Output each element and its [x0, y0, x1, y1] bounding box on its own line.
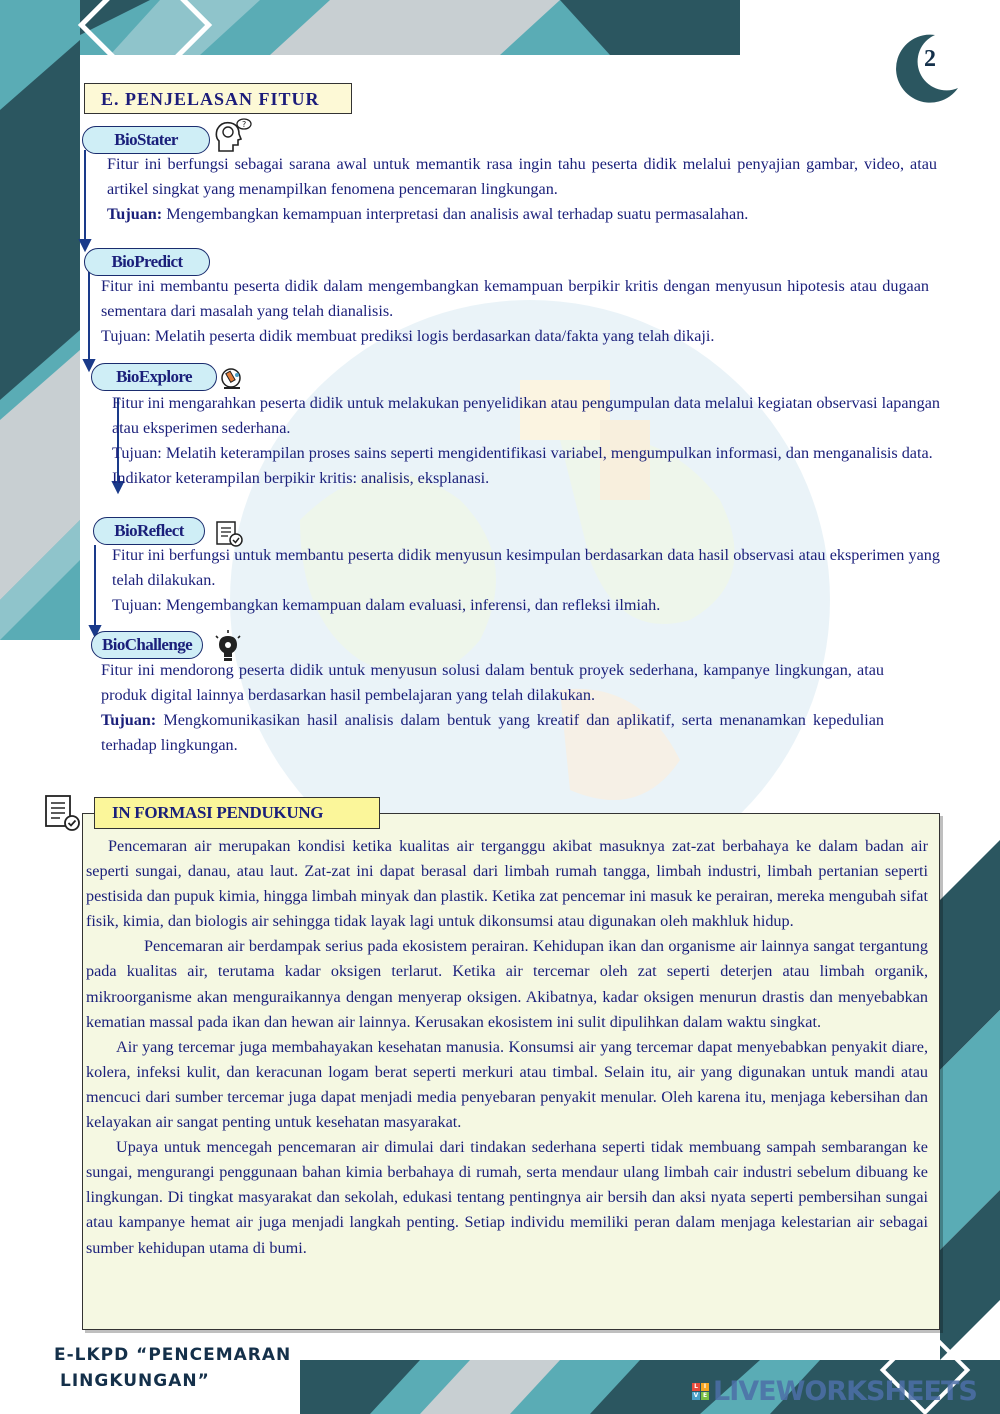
- info-paragraph-1: Pencemaran air merupakan kondisi ketika kualitas air terganggu akibat masuknya zat-zat berbahaya ke dalam badan air seperti sungai, danau, atau laut. Zat-zat ini dapat berasal dari limbah rumah tangga, limbah industri, limbah pertanian seperti pestisida dan pupuk kimia, hingga limbah minyak dan plastik. Ketika zat pencemar ini masuk ke perairan, mereka mengubah sifat fisik, kimia, dan biologis air sehingga tidak layak lagi untuk dikonsumsi atau digunakan oleh makhluk hidup.: [86, 837, 928, 931]
- feature-goal: [101, 708, 884, 758]
- feature-pill-bioexplore: BioExplore: [91, 363, 217, 391]
- feature-pill-biochallenge: BioChallenge: [91, 631, 203, 659]
- logo-letter: E: [702, 1391, 708, 1399]
- feature-text-bioreflect: [112, 543, 940, 618]
- info-paragraph-3: Air yang tercemar juga membahayakan kesehatan manusia. Konsumsi air yang tercemar dapat menyebabkan penyakit diare, kolera, infeksi kulit, dan keracunan logam berat seperti merkuri atau timbal. Selain itu, air yang digunakan untuk mandi atau mencuci dari sumber tercemar juga dapat menjadi media penyebaran penyakit menular. Oleh karena itu, menjaga kebersihan dan kelayakan air sangat penting untuk kesehatan masyarakat.: [86, 1037, 928, 1132]
- feature-text-biostater: [107, 152, 937, 227]
- feature-description: Fitur ini berfungsi sebagai sarana awal untuk memantik rasa ingin tahu peserta didik melalui penyajian gambar, video, atau artikel singkat yang menampilkan fenomena pencemaran lingkungan.: [107, 155, 937, 199]
- feature-goal: Tujuan: Mengembangkan kemampuan dalam evaluasi, inferensi, dan refleksi ilmiah.: [112, 596, 661, 615]
- goal-label: Tujuan:: [101, 711, 157, 730]
- info-paragraph-4: Upaya untuk mencegah pencemaran air dimulai dari tindakan sederhana seperti tidak membuang sampah sembarangan ke sungai, mengurangi penggunaan bahan kimia berbahaya di rumah, serta mendaur ulang limbah cair industri sebelum dibuang ke lingkungan. Di tingkat masyarakat dan sekolah, edukasi tentang pentingnya air bersih dan aksi nyata seperti pembersihan sungai atau kampanye hemat air juga menjadi langkah penting. Setiap individu memiliki peran dalam menjaga kelestarian air sebagai sumber kehidupan utama di bumi.: [86, 1138, 928, 1257]
- footer-title: [54, 1342, 314, 1394]
- feature-text-biochallenge: [101, 658, 884, 758]
- feature-text-biopredict: [101, 274, 929, 349]
- microscope-icon: [218, 366, 246, 392]
- thinking-head-icon: [213, 117, 253, 153]
- svg-text:?: ?: [242, 120, 247, 129]
- feature-description: Fitur ini mengarahkan peserta didik untuk melakukan penyelidikan atau pengumpulan data melalui kegiatan observasi lapangan atau eksperimen sederhana.: [112, 394, 941, 438]
- feature-description: Fitur ini mendorong peserta didik untuk menyusun solusi dalam bentuk proyek sederhana, kampanye lingkungan, atau produk digital lainnya berdasarkan hasil pembelajaran yang telah dilakukan.: [101, 661, 884, 705]
- feature-pill-bioreflect: BioReflect: [93, 517, 205, 545]
- page-number: 2: [924, 46, 936, 72]
- section-title: E. PENJELASAN FITUR: [84, 83, 352, 114]
- feature-pill-biopredict: BioPredict: [84, 248, 210, 276]
- watermark-text: LIVEWORKSHEETS: [713, 1375, 977, 1407]
- liveworksheets-watermark: [692, 1376, 977, 1406]
- feature-goal: Tujuan: Melatih peserta didik membuat prediksi logis berdasarkan data/fakta yang telah dikaji.: [101, 327, 715, 346]
- feature-description: Fitur ini berfungsi untuk membantu peserta didik menyusun kesimpulan berdasarkan data hasil observasi atau eksperimen yang telah dilakukan.: [112, 546, 940, 590]
- feature-indicator: Indikator keterampilan berpikir kritis: analisis, eksplanasi.: [112, 469, 490, 488]
- goal-text: Mengkomunikasikan hasil analisis dalam bentuk yang kreatif dan aplikatif, serta menanamkan kepedulian terhadap lingkungan.: [101, 711, 884, 755]
- footer-title-line1: E-LKPD “PENCEMARAN: [54, 1345, 292, 1365]
- logo-letter: I: [701, 1383, 709, 1391]
- document-check-icon: [40, 793, 84, 833]
- logo-letter: V: [693, 1391, 699, 1399]
- info-paragraph-2: Pencemaran air berdampak serius pada ekosistem perairan. Kehidupan ikan dan organisme air lainnya sangat tergantung pada kualitas air, terutama kadar oksigen terlarut. Ketika air tercemar oleh zat seperti deterjen atau limbah organik, mikroorganisme akan menguraikannya dengan menyerap oksigen. Akibatnya, kadar oksigen menurun drastis dan menyebabkan kematian massal pada ikan dan hewan air lainnya. Kerusakan ekosistem ini sulit dipulihkan dalam waktu singkat.: [86, 937, 928, 1031]
- feature-description: Fitur ini membantu peserta didik dalam mengembangkan kemampuan berpikir kritis dengan menyusun hipotesis atau dugaan sementara dari masalah yang telah dianalisis.: [101, 277, 929, 321]
- feature-pill-biostater: BioStater: [82, 126, 210, 154]
- footer-title-line2: LINGKUNGAN”: [60, 1371, 210, 1391]
- goal-text: Mengembangkan kemampuan interpretasi dan analisis awal terhadap suatu permasalahan.: [162, 205, 749, 224]
- liveworksheets-logo: [692, 1383, 709, 1400]
- feature-goal: Tujuan: Melatih keterampilan proses sains seperti mengidentifikasi variabel, mengumpulkan informasi, dan menganalisis data.: [112, 444, 933, 463]
- goal-label: Tujuan:: [107, 205, 163, 224]
- feature-goal: [107, 202, 937, 227]
- info-title: IN FORMASI PENDUKUNG: [94, 797, 380, 829]
- logo-letter: L: [692, 1383, 700, 1391]
- info-text: [86, 834, 928, 1261]
- feature-text-bioexplore: [112, 391, 940, 491]
